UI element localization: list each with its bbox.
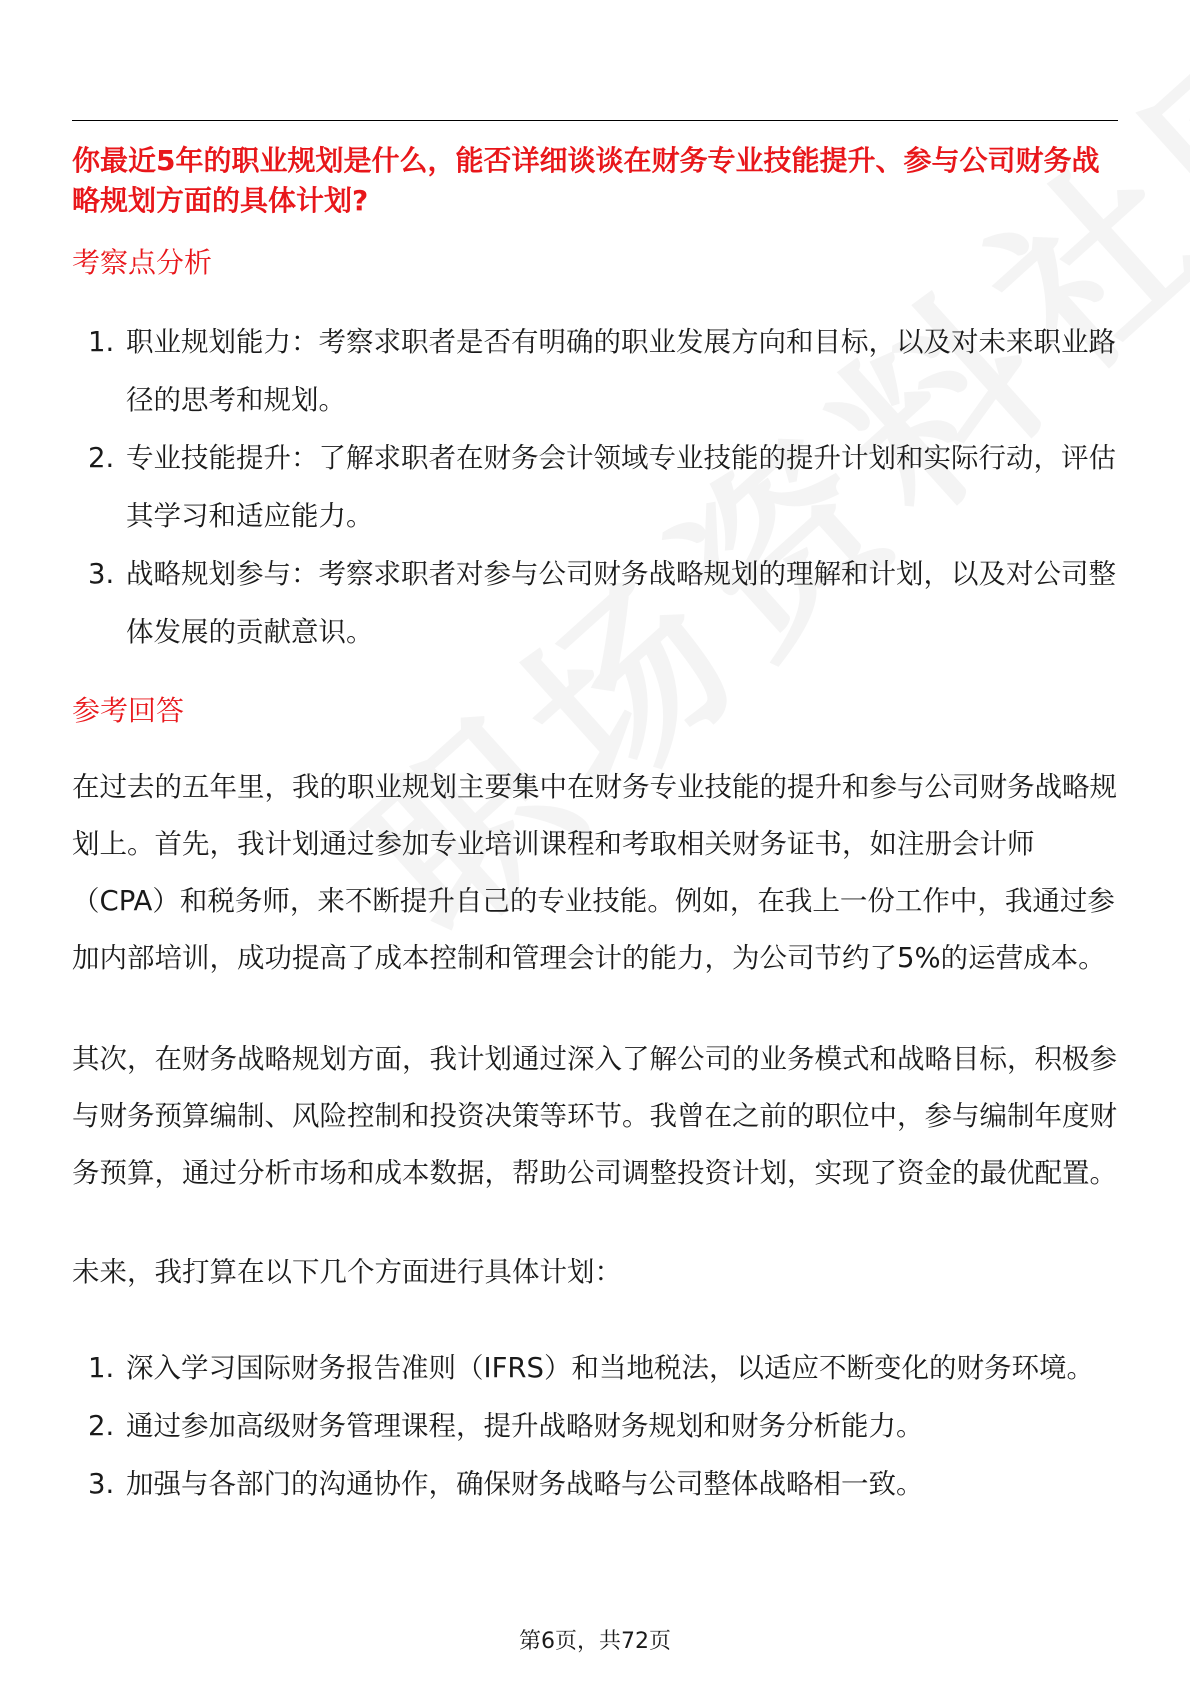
list-number: 3. — [88, 558, 115, 590]
list-number: 1. — [88, 1352, 115, 1384]
list-number: 1. — [88, 326, 115, 358]
list-item-text: 职业规划能力：考察求职者是否有明确的职业发展方向和目标，以及对未来职业路径的思考和规划。 — [126, 326, 1116, 416]
list-item-text: 战略规划参与：考察求职者对参与公司财务战略规划的理解和计划，以及对公司整体发展的贡献意识。 — [126, 558, 1116, 648]
list-number: 2. — [88, 1410, 115, 1442]
answer-paragraph: 其次，在财务战略规划方面，我计划通过深入了解公司的业务模式和战略目标，积极参与财务预算编制、风险控制和投资决策等环节。我曾在之前的职位中，参与编制年度财务预算，通过分析市场和成本数据，帮助公司调整投资计划，实现了资金的最优配置。 — [72, 1043, 1117, 1189]
list-item — [72, 545, 1118, 661]
content — [72, 130, 1118, 1513]
list-item-text: 专业技能提升：了解求职者在财务会计领域专业技能的提升计划和实际行动，评估其学习和适应能力。 — [126, 442, 1116, 532]
list-item — [72, 1397, 1118, 1455]
header-rule — [72, 120, 1118, 121]
answer-paragraph: 未来，我打算在以下几个方面进行具体计划： — [72, 1256, 622, 1288]
answer-title: 参考回答 — [72, 694, 185, 727]
list-item — [72, 1339, 1118, 1397]
list-item-text: 通过参加高级财务管理课程，提升战略财务规划和财务分析能力。 — [126, 1410, 924, 1442]
answer-paragraph: 在过去的五年里，我的职业规划主要集中在财务专业技能的提升和参与公司财务战略规划上。首先，我计划通过参加专业培训课程和考取相关财务证书，如注册会计师（CPA）和税务师，来不断提升自己的专业技能。例如，在我上一份工作中，我通过参加内部培训，成功提高了成本控制和管理会计的能力，为公司节约了5%的运营成本。 — [72, 771, 1117, 974]
question-heading: 你最近5年的职业规划是什么，能否详细谈谈在财务专业技能提升、参与公司财务战略规划方面的具体计划? — [72, 144, 1100, 217]
page-footer: 第6页，共72页 — [519, 1629, 671, 1654]
plan-list — [72, 1339, 1118, 1513]
list-item-text: 加强与各部门的沟通协作，确保财务战略与公司整体战略相一致。 — [126, 1468, 924, 1500]
list-item-text: 深入学习国际财务报告准则（IFRS）和当地税法，以适应不断变化的财务环境。 — [126, 1352, 1094, 1384]
list-number: 2. — [88, 442, 115, 474]
list-item — [72, 1455, 1118, 1513]
analysis-title: 考察点分析 — [72, 246, 213, 279]
list-item — [72, 313, 1118, 429]
list-number: 3. — [88, 1468, 115, 1500]
list-item — [72, 429, 1118, 545]
analysis-list — [72, 313, 1118, 661]
